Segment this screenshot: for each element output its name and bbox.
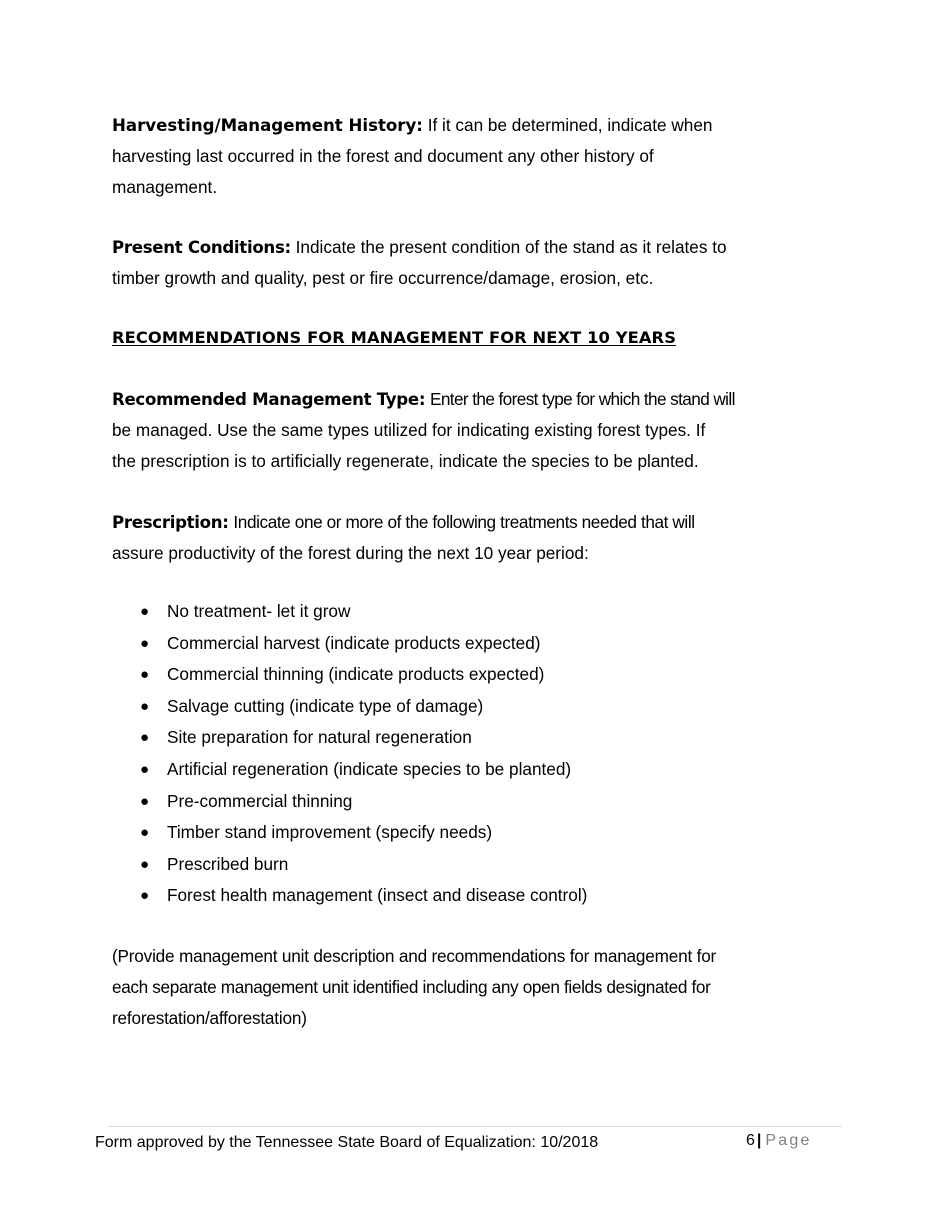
harvesting-text-1: If it can be determined, indicate when (427, 115, 713, 135)
closing-text-3: reforestation/afforestation) (112, 1008, 307, 1028)
list-item (140, 628, 840, 660)
page-indicator (746, 1130, 812, 1152)
list-item (140, 596, 840, 628)
recommended-type-text-1: Enter the forest type for which the stand will (429, 389, 735, 409)
bullet-icon: ● (140, 824, 150, 842)
list-item-text: Pre-commercial thinning (167, 790, 353, 811)
treatment-list (140, 596, 840, 912)
prescription-text-2: assure productivity of the forest during the next 10 year period: (112, 543, 589, 563)
bullet-icon: ● (140, 729, 150, 747)
prescription-label: Prescription: (112, 513, 229, 532)
recommended-type-section (112, 384, 847, 477)
page-label: Page (765, 1132, 812, 1149)
list-item (140, 849, 840, 881)
footer-divider (108, 1126, 842, 1127)
bullet-icon: ● (140, 666, 150, 684)
present-conditions-section (112, 232, 847, 294)
recommendations-heading: RECOMMENDATIONS FOR MANAGEMENT FOR NEXT 10 YEARS (112, 328, 677, 347)
list-item (140, 786, 840, 818)
prescription-section (112, 507, 847, 569)
list-item-text: Site preparation for natural regeneration (167, 727, 472, 748)
prescription-text-1: Indicate one or more of the following treatments needed that will (233, 512, 695, 532)
list-item-text: Forest health management (insect and disease control) (167, 885, 588, 906)
list-item (140, 880, 840, 912)
list-item-text: Prescribed burn (167, 853, 289, 874)
bullet-icon: ● (140, 603, 150, 620)
bullet-icon: ● (140, 855, 150, 873)
present-conditions-text-2: timber growth and quality, pest or fire occurrence/damage, erosion, etc. (112, 268, 654, 288)
list-item (140, 722, 840, 754)
bullet-icon: ● (140, 697, 150, 715)
closing-text-2: each separate management unit identified including any open fields designated for (112, 977, 711, 997)
list-item-text: Commercial thinning (indicate products expected) (167, 664, 545, 685)
bullet-icon: ● (140, 887, 150, 905)
harvesting-label: Harvesting/Management History: (112, 116, 423, 135)
list-item-text: Timber stand improvement (specify needs) (167, 822, 493, 843)
bullet-icon: ● (140, 634, 150, 652)
list-item (140, 659, 840, 691)
harvesting-text-2: harvesting last occurred in the forest and document any other history of (112, 146, 654, 166)
recommended-type-text-3: the prescription is to artificially regenerate, indicate the species to be planted. (112, 451, 699, 471)
list-item (140, 691, 840, 723)
closing-note (112, 941, 847, 1034)
bullet-icon: ● (140, 760, 150, 778)
recommended-type-text-2: be managed. Use the same types utilized for indicating existing forest types. If (112, 420, 706, 440)
list-item-text: No treatment- let it grow (167, 601, 351, 621)
harvesting-text-3: management. (112, 177, 218, 197)
page-number: 6 (746, 1132, 755, 1149)
harvesting-section (112, 110, 847, 203)
closing-text-1: (Provide management unit description and recommendations for management for (112, 946, 717, 966)
bullet-icon: ● (140, 792, 150, 810)
page-separator: | (756, 1132, 762, 1149)
present-conditions-label: Present Conditions: (112, 238, 291, 257)
list-item-text: Artificial regeneration (indicate species to be planted) (167, 758, 572, 779)
list-item-text: Salvage cutting (indicate type of damage) (167, 695, 484, 716)
recommended-type-label: Recommended Management Type: (112, 390, 426, 409)
list-item (140, 817, 840, 849)
footer-approval: Form approved by the Tennessee State Board of Equalization: 10/2018 (95, 1134, 599, 1151)
list-item (140, 754, 840, 786)
present-conditions-text-1: Indicate the present condition of the stand as it relates to (295, 237, 727, 257)
list-item-text: Commercial harvest (indicate products expected) (167, 632, 541, 653)
